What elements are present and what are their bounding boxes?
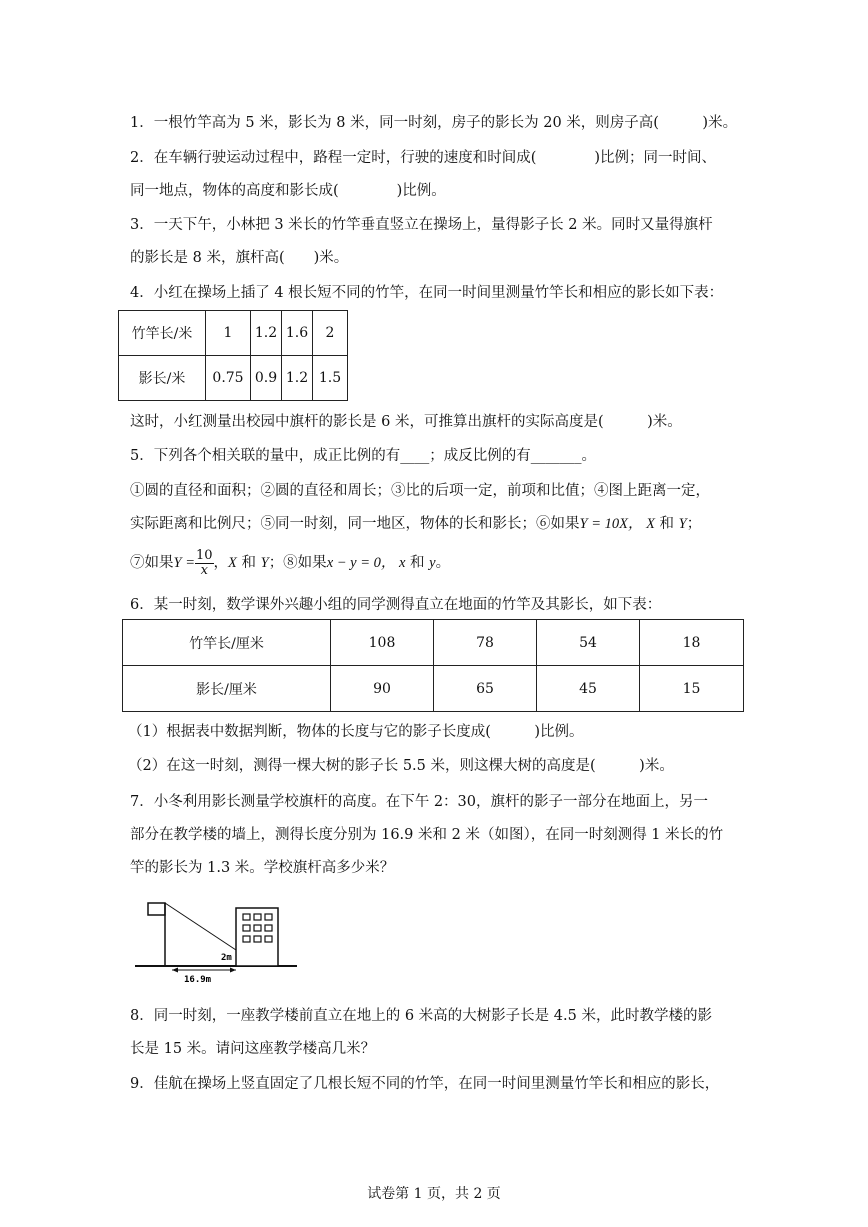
question-4: 4．小红在操场上插了 4 根长短不同的竹竿，在同一时间里测量竹竿长和相应的影长如下表： (130, 285, 724, 301)
formula: X (228, 555, 237, 571)
text: ， (213, 555, 229, 571)
table-cell: 1.2 (282, 356, 313, 401)
table-cell: 65 (434, 666, 537, 712)
question-9: 9．佳航在操场上竖直固定了几根长短不同的竹竿，在同一时间里测量竹竿长和相应的影长， (130, 1076, 720, 1092)
question-6-part-2: （2）在这一时刻，测得一棵大树的影子长 5.5 米，则这棵大树的高度是( )米。 (128, 758, 674, 774)
sun-ray-line (165, 903, 236, 950)
text: ；⑧如果 (268, 555, 327, 571)
text: 和 (654, 516, 679, 532)
bamboo-table-small (118, 310, 348, 401)
question-2-line-1: 2．在车辆行驶运动过程中，路程一定时，行驶的速度和时间成( )比例；同一时间、 (130, 150, 717, 166)
bamboo-table-large (122, 619, 744, 712)
table-cell: 108 (331, 620, 434, 666)
fraction-denominator: x (200, 562, 208, 578)
question-7-line-3: 竿的影长为 1.3 米。学校旗杆高多少米？ (130, 860, 395, 876)
table-cell: 1.2 (251, 311, 282, 356)
table-cell: 54 (537, 620, 640, 666)
arrow-right (230, 968, 236, 973)
ground-shadow-label: 16.9m (184, 975, 212, 985)
formula: Y (260, 555, 269, 571)
table-cell: 1.6 (282, 311, 313, 356)
flagpole-shadow-figure (132, 895, 302, 985)
page-footer: 试卷第 1 页，共 2 页 (367, 1186, 501, 1202)
question-6: 6．某一时刻，数学课外兴趣小组的同学测得直立在地面的竹竿及其影长，如下表： (130, 597, 662, 613)
table-row (119, 311, 348, 356)
table-cell: 影长/厘米 (123, 666, 331, 712)
question-8-line-1: 8．同一时刻，一座教学楼前直立在地上的 6 米高的大树影子长是 4.5 米，此时教学楼的影 (130, 1008, 712, 1024)
table-cell: 影长/米 (119, 356, 206, 401)
table-cell: 78 (434, 620, 537, 666)
table-row (123, 620, 744, 666)
question-5-options-2 (130, 514, 701, 534)
table-cell: 竹竿长/米 (119, 311, 206, 356)
formula: x − y = 0， x (326, 555, 406, 571)
table-cell: 1.5 (313, 356, 348, 401)
fraction-numerator: 10 (195, 547, 213, 563)
question-5: 5．下列各个相关联的量中，成正比例的有____；成反比例的有_______。 (130, 448, 596, 464)
text: ⑦如果 (130, 555, 174, 571)
question-8-line-2: 长是 15 米。请问这座教学楼高几米？ (130, 1041, 376, 1057)
text: ； (686, 516, 702, 532)
text: 和 (236, 555, 261, 571)
table-cell: 45 (537, 666, 640, 712)
formula: Y = 10X， X (579, 516, 655, 532)
table-row (119, 356, 348, 401)
question-1: 1．一根竹竿高为 5 米，影长为 8 米，同一时刻，房子的影长为 20 米，则房子高( )米。 (130, 115, 738, 131)
formula: Y = (173, 555, 195, 571)
question-7-line-1: 7．小冬利用影长测量学校旗杆的高度。在下午 2：30，旗杆的影子一部分在地面上，另一 (130, 794, 709, 810)
question-7-line-2: 部分在教学楼的墙上，测得长度分别为 16.9 米和 2 米（如图），在同一时刻测得 1 米长的竹 (130, 827, 724, 843)
fraction (195, 549, 214, 578)
table-cell: 0.75 (206, 356, 251, 401)
question-2-line-2: 同一地点，物体的高度和影长成( )比例。 (130, 183, 446, 199)
text: 实际距离和比例尺；⑤同一时刻，同一地区，物体的长和影长；⑥如果 (130, 516, 580, 532)
question-4-followup: 这时，小红测量出校园中旗杆的影长是 6 米，可推算出旗杆的实际高度是( )米。 (130, 414, 682, 430)
question-5-options-1: ①圆的直径和面积；②圆的直径和周长；③比的后项一定，前项和比值；④图上距离一定， (130, 483, 710, 499)
table-cell: 2 (313, 311, 348, 356)
arrow-left (172, 968, 178, 973)
question-5-options-3 (130, 546, 450, 580)
question-6-part-1: （1）根据表中数据判断，物体的长度与它的影子长度成( )比例。 (128, 724, 584, 740)
question-3-line-1: 3．一天下午，小林把 3 米长的竹竿垂直竖立在操场上，量得影子长 2 米。同时又量得旗杆 (130, 217, 713, 233)
wall-shadow-label: 2m (221, 953, 232, 963)
formula: Y (678, 516, 687, 532)
formula: y (429, 555, 436, 571)
table-cell: 15 (640, 666, 744, 712)
text: 和 (405, 555, 430, 571)
table-cell: 90 (331, 666, 434, 712)
table-cell: 竹竿长/厘米 (123, 620, 331, 666)
question-3-line-2: 的影长是 8 米，旗杆高( )米。 (130, 250, 349, 266)
table-cell: 18 (640, 620, 744, 666)
text: 。 (435, 555, 451, 571)
table-cell: 0.9 (251, 356, 282, 401)
table-cell: 1 (206, 311, 251, 356)
flag (148, 903, 165, 915)
table-row (123, 666, 744, 712)
